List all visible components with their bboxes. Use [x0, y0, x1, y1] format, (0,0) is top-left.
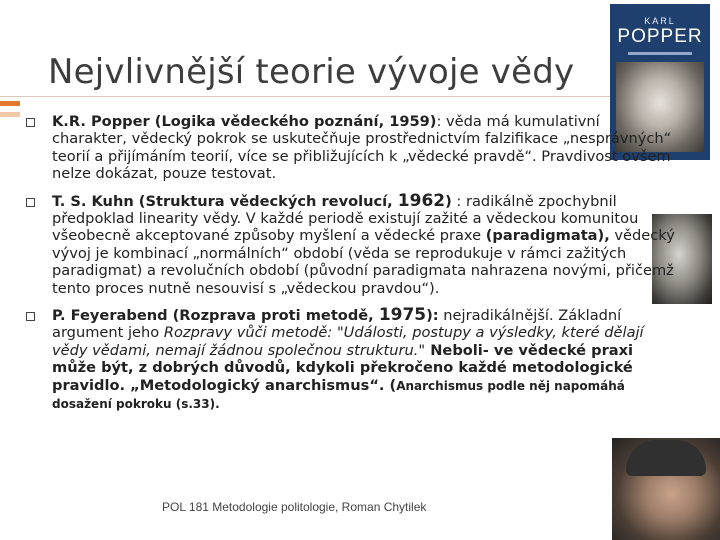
title-divider: [0, 96, 612, 97]
accent-bar: [0, 101, 20, 106]
kuhn-text-1: : radikálně zpochybnil předpoklad linearity vědy. V každé periodě existují zažité a vědeckou komunitou všeobecně akceptované způsoby myšlení a vědecké praxe: [52, 192, 639, 245]
feyerabend-quote: : "Události, postupy a výsledky, které dělají vědy vědami, nemají žádnou společnou strukturu.": [52, 324, 644, 359]
slide-footer: POL 181 Metodologie politologie, Roman Chytilek: [162, 500, 427, 514]
feyerabend-lead: P. Feyerabend (Rozprava proti metodě,: [52, 307, 379, 325]
kuhn-lead: T. S. Kuhn (Struktura vědeckých revolucí,: [52, 192, 398, 210]
feyerabend-lead-end: ):: [426, 307, 439, 325]
kuhn-text-2: vědecký vývoj je kombinací „normálních“ období (věda se reprodukuje v rámci zažitých paradigmat) a revolučních období (původní paradigmata nahrazena novými, přičemž tento proces nutně nesouvisí s „vědeckou pravdou“).: [52, 227, 675, 297]
feyerabend-cap: [626, 440, 706, 476]
feyerabend-note: Anarchismus podle něj napomáhá dosažení pokroku (s.33).: [52, 378, 625, 412]
feyerabend-year: 1975: [378, 305, 427, 326]
cover-author-first: KARL: [644, 16, 676, 26]
kuhn-lead-end: ): [445, 192, 452, 210]
feyerabend-text-1: nejradikálnější. Základní argument jeho: [52, 307, 622, 342]
feyerabend-italic-title: Rozpravy vůči metodě: [163, 324, 328, 342]
feyerabend-bold: Neboli- ve vědecké praxi může být, z dobrých důvodů, kdykoli překročeno každé metodologické pravidlo. „Metodologický anarchismus“. (: [52, 341, 634, 394]
slide-title: Nejvlivnější teorie vývoje vědy: [48, 52, 575, 92]
bullet-marker: [26, 312, 35, 321]
kuhn-year: 1962: [397, 190, 446, 211]
kuhn-paradigm: (paradigmata),: [485, 227, 610, 245]
popper-lead: K.R. Popper (Logika vědeckého poznání, 1959): [52, 113, 437, 130]
bullet-marker: [26, 118, 35, 127]
bullet-kuhn: [26, 190, 676, 297]
feyerabend-portrait: [612, 438, 720, 540]
cover-author-last: POPPER: [617, 26, 703, 47]
popper-text: : věda má kumulativní charakter, vědecký pokrok se uskutečňuje prostřednictvím falzifikace „nesprávných“ teorií a přijímáním teorií, více se přibližujících k „vědecké pravdě“. Pravdivost ovšem nelze dokázat, pouze testovat.: [52, 113, 672, 183]
cover-rule: [628, 52, 692, 55]
accent-bar-light: [0, 112, 20, 117]
bullet-list: [26, 113, 676, 424]
bullet-popper: [26, 113, 676, 183]
bullet-marker: [26, 198, 35, 207]
bullet-feyerabend: [26, 307, 676, 413]
